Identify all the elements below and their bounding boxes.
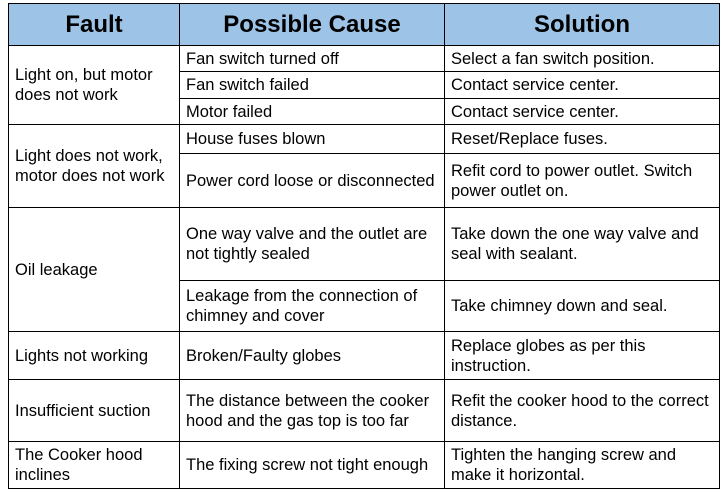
table-row <box>9 442 720 489</box>
troubleshooting-table <box>8 3 720 489</box>
cause-cell: Broken/Faulty globes <box>180 332 445 380</box>
fault-cell: The Cooker hood inclines <box>9 442 180 489</box>
fault-cell: Oil leakage <box>9 208 180 332</box>
cause-cell: Fan switch failed <box>180 72 445 99</box>
header-possible-cause: Possible Cause <box>180 4 445 46</box>
solution-cell: Contact service center. <box>445 72 720 99</box>
solution-cell: Contact service center. <box>445 99 720 125</box>
cause-cell: Motor failed <box>180 99 445 125</box>
fault-cell: Light on, but motor does not work <box>9 46 180 125</box>
solution-cell: Refit cord to power outlet. Switch power outlet on. <box>445 154 720 208</box>
fault-cell: Insufficient suction <box>9 380 180 442</box>
cause-cell: Fan switch turned off <box>180 46 445 72</box>
solution-cell: Tighten the hanging screw and make it horizontal. <box>445 442 720 489</box>
cause-cell: House fuses blown <box>180 125 445 154</box>
cause-cell: Leakage from the connection of chimney and cover <box>180 281 445 332</box>
table-row <box>9 380 720 442</box>
cause-cell: The distance between the cooker hood and the gas top is too far <box>180 380 445 442</box>
solution-cell: Select a fan switch position. <box>445 46 720 72</box>
table-row <box>9 46 720 72</box>
solution-cell: Take down the one way valve and seal with sealant. <box>445 208 720 281</box>
table-row <box>9 208 720 281</box>
table-row <box>9 332 720 380</box>
table-row <box>9 125 720 154</box>
cause-cell: One way valve and the outlet are not tightly sealed <box>180 208 445 281</box>
header-solution: Solution <box>445 4 720 46</box>
fault-cell: Light does not work, motor does not work <box>9 125 180 208</box>
solution-cell: Reset/Replace fuses. <box>445 125 720 154</box>
solution-cell: Take chimney down and seal. <box>445 281 720 332</box>
solution-cell: Replace globes as per this instruction. <box>445 332 720 380</box>
header-row <box>9 4 720 46</box>
fault-cell: Lights not working <box>9 332 180 380</box>
cause-cell: Power cord loose or disconnected <box>180 154 445 208</box>
header-fault: Fault <box>9 4 180 46</box>
solution-cell: Refit the cooker hood to the correct distance. <box>445 380 720 442</box>
cause-cell: The fixing screw not tight enough <box>180 442 445 489</box>
